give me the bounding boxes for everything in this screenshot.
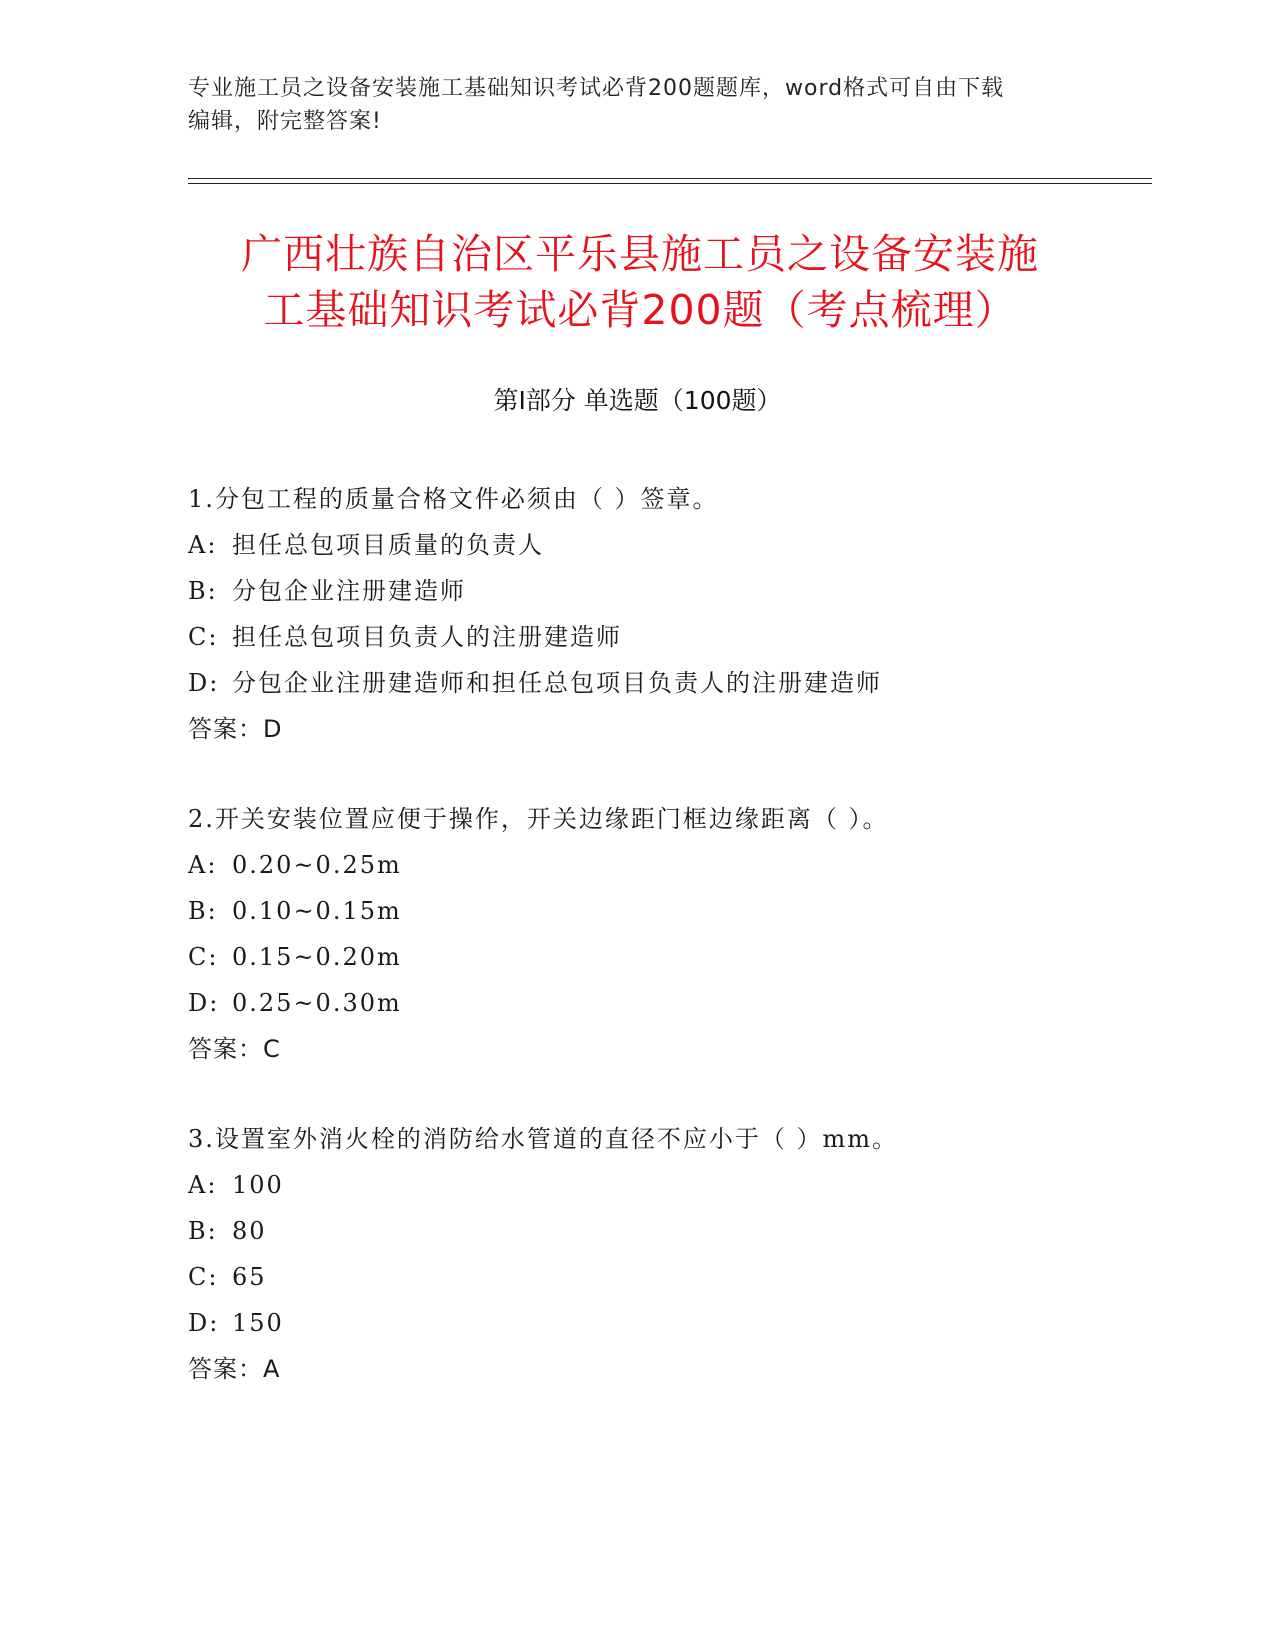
option-b xyxy=(188,888,1168,934)
option-a xyxy=(188,842,1168,888)
option-text: 0.10~0.15m xyxy=(232,897,402,925)
option-d xyxy=(188,1300,1168,1346)
option-text: 0.25~0.30m xyxy=(232,989,402,1017)
option-text: 担任总包项目负责人的注册建造师 xyxy=(232,623,622,651)
option-key: D: xyxy=(188,1309,220,1337)
document-title-line-2: 工基础知识考试必背200题（考点梳理） xyxy=(263,286,1017,334)
option-b xyxy=(188,1208,1168,1254)
document-title xyxy=(200,226,1080,338)
header-note-line-1: 专业施工员之设备安装施工基础知识考试必背200题题库，word格式可自由下载 xyxy=(188,76,1005,101)
answer: 答案：A xyxy=(188,1355,281,1383)
option-a xyxy=(188,522,1168,568)
question-stem: 2.开关安装位置应便于操作，开关边缘距门框边缘距离（ ）。 xyxy=(188,805,889,833)
option-key: B: xyxy=(188,577,218,605)
document-title-line-1: 广西壮族自治区平乐县施工员之设备安装施 xyxy=(241,230,1039,278)
question-stem: 3.设置室外消火栓的消防给水管道的直径不应小于（ ）mm。 xyxy=(188,1125,899,1153)
option-text: 0.20~0.25m xyxy=(232,851,402,879)
option-key: D: xyxy=(188,989,220,1017)
option-b xyxy=(188,568,1168,614)
option-key: D: xyxy=(188,669,220,697)
option-text: 100 xyxy=(232,1171,284,1199)
option-key: A: xyxy=(188,531,218,559)
option-key: A: xyxy=(188,1171,218,1199)
question-stem: 1.分包工程的质量合格文件必须由（ ）签章。 xyxy=(188,485,719,513)
option-d xyxy=(188,980,1168,1026)
question-list xyxy=(188,476,1168,1436)
question-3 xyxy=(188,1116,1168,1392)
option-a xyxy=(188,1162,1168,1208)
option-c xyxy=(188,614,1168,660)
option-c xyxy=(188,934,1168,980)
option-key: C: xyxy=(188,1263,219,1291)
option-key: A: xyxy=(188,851,218,879)
option-text: 0.15~0.20m xyxy=(232,943,402,971)
header-note-line-2: 编辑，附完整答案! xyxy=(188,109,382,134)
section-heading: 第Ⅰ部分 单选题（100题） xyxy=(493,386,782,415)
question-2 xyxy=(188,796,1168,1072)
option-key: C: xyxy=(188,623,219,651)
option-text: 分包企业注册建造师和担任总包项目负责人的注册建造师 xyxy=(232,669,882,697)
header-divider-top xyxy=(188,178,1152,179)
header-note xyxy=(188,72,1088,138)
header-divider-bottom xyxy=(188,183,1152,184)
answer: 答案：C xyxy=(188,1035,281,1063)
option-key: B: xyxy=(188,897,218,925)
option-text: 80 xyxy=(232,1217,267,1245)
answer: 答案：D xyxy=(188,715,283,743)
option-d xyxy=(188,660,1168,706)
option-c xyxy=(188,1254,1168,1300)
option-key: C: xyxy=(188,943,219,971)
option-text: 分包企业注册建造师 xyxy=(232,577,466,605)
option-key: B: xyxy=(188,1217,218,1245)
option-text: 150 xyxy=(232,1309,284,1337)
option-text: 担任总包项目质量的负责人 xyxy=(232,531,544,559)
option-text: 65 xyxy=(232,1263,267,1291)
question-1 xyxy=(188,476,1168,752)
